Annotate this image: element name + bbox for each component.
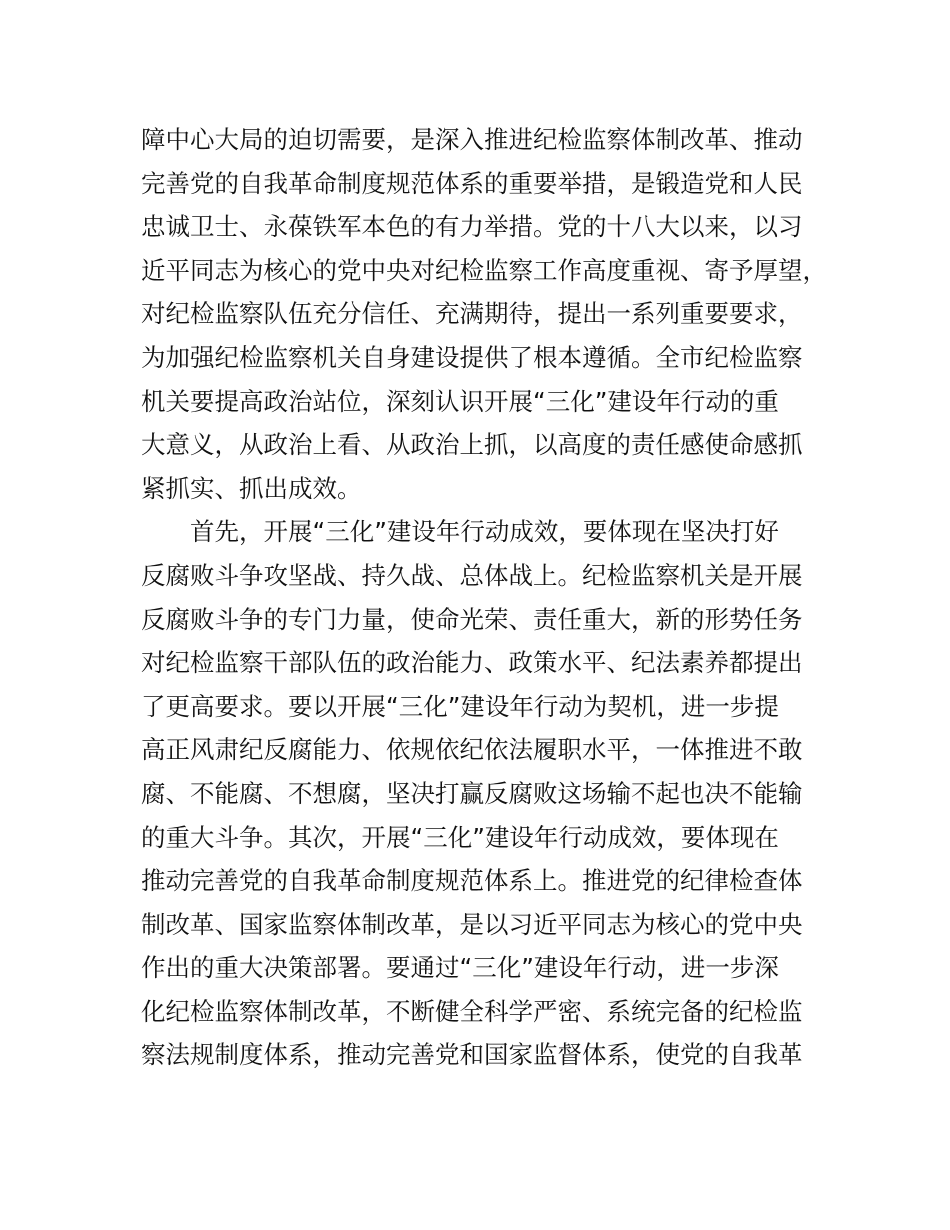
text-line: 反腐败斗争的专门力量，使命光荣、责任重大，新的形势任务 bbox=[141, 604, 803, 634]
text-line: 对纪检监察队伍充分信任、充满期待，提出一系列重要要求， bbox=[141, 299, 803, 329]
text-line: 机关要提高政治站位，深刻认识开展“三化”建设年行动的重 bbox=[141, 386, 779, 416]
text-line: 紧抓实、抓出成效。 bbox=[141, 473, 362, 503]
text-line: 高正风肃纪反腐能力、依规依纪依法履职水平，一体推进不敢 bbox=[141, 735, 803, 765]
text-line: 化纪检监察体制改革，不断健全科学严密、系统完备的纪检监 bbox=[141, 996, 803, 1026]
text-line: 为加强纪检监察机关自身建设提供了根本遵循。全市纪检监察 bbox=[141, 342, 803, 372]
text-line: 推动完善党的自我革命制度规范体系上。推进党的纪律检查体 bbox=[141, 866, 803, 896]
text-line: 首先，开展“三化”建设年行动成效，要体现在坚决打好 bbox=[190, 517, 779, 547]
text-line: 完善党的自我革命制度规范体系的重要举措，是锻造党和人民 bbox=[141, 168, 803, 198]
text-line: 的重大斗争。其次，开展“三化”建设年行动成效，要体现在 bbox=[141, 822, 779, 852]
text-line: 对纪检监察干部队伍的政治能力、政策水平、纪法素养都提出 bbox=[141, 648, 803, 678]
text-line: 反腐败斗争攻坚战、持久战、总体战上。纪检监察机关是开展 bbox=[141, 560, 803, 590]
text-line: 近平同志为核心的党中央对纪检监察工作高度重视、寄予厚望， bbox=[141, 255, 827, 285]
paragraph-2 bbox=[141, 510, 841, 1077]
text-line: 大意义，从政治上看、从政治上抓，以高度的责任感使命感抓 bbox=[141, 430, 803, 460]
text-line: 制改革、国家监察体制改革，是以习近平同志为核心的党中央 bbox=[141, 909, 803, 939]
text-line: 障中心大局的迫切需要，是深入推进纪检监察体制改革、推动 bbox=[141, 125, 803, 154]
text-line: 腐、不能腐、不想腐，坚决打赢反腐败这场输不起也决不能输 bbox=[141, 778, 803, 808]
text-line: 作出的重大决策部署。要通过“三化”建设年行动，进一步深 bbox=[141, 953, 779, 983]
paragraph-1 bbox=[141, 118, 841, 510]
text-line: 忠诚卫士、永葆铁军本色的有力举措。党的十八大以来，以习 bbox=[141, 212, 803, 242]
text-line: 了更高要求。要以开展“三化”建设年行动为契机，进一步提 bbox=[141, 691, 779, 721]
document-body bbox=[141, 118, 841, 1077]
text-line: 察法规制度体系，推动完善党和国家监督体系，使党的自我革 bbox=[141, 1040, 803, 1070]
